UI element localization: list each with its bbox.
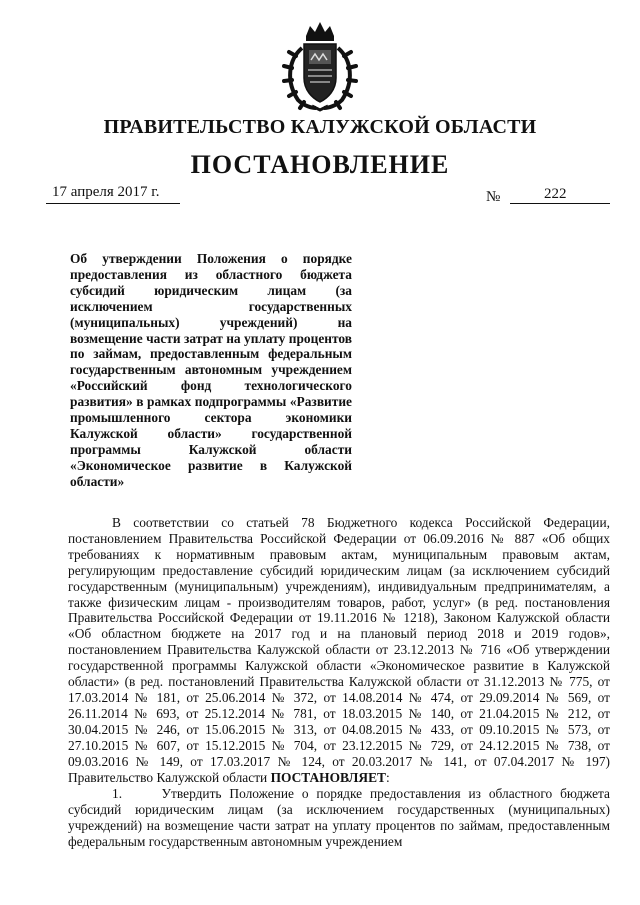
decree-colon: : xyxy=(385,769,390,785)
preamble-text: В соответствии со статьей 78 Бюджетного кодекса Российской Федерации, постановлением Правительства Российской Федерации от 06.09.2016 № 887 «Об общих требованиях к нормативным правовым актам, муниципальным правовым актам, регулирующим предоставление субсидий юридическим лицам (за исключением субсидий государственным (муниципальным) учреждениям), индивидуальным предпринимателям, а также физическим лицам - производителям товаров, работ, услуг» (в ред. постановления Правительства Российской Федерации от 19.11.2016 № 1218), Законом Калужской области «Об областном бюджете на 2017 год и на плановый период 2018 и 2019 годов», постановлением Правительства Калужской области от 23.12.2013 № 716 «Об утверждении государственной программы Калужской области «Экономическое развитие в Калужской области» (в ред. постановлений Правительства Калужской области от 31.12.2013 № 775, от 17.03.2014 № 181, от 25.06.2014 № 372, от 14.08.2014 № 474, от 29.09.2014 № 569, от 26.11.2014 № 693, от 25.12.2014 № 781, от 18.03.2015 № 140, от 21.04.2015 № 212, от 30.04.2015 № 246, от 15.06.2015 № 313, от 04.08.2015 № 433, от 09.10.2015 № 573, от 27.10.2015 № 607, от 15.12.2015 № 704, от 23.12.2015 № 729, от 24.12.2015 № 738, от 09.03.2016 № 149, от 17.03.2017 № 124, от 20.03.2017 № 141, от 07.04.2017 № 197) Правительство Калужской области xyxy=(68,515,610,785)
document-body xyxy=(68,515,610,850)
list-item xyxy=(68,786,610,850)
coat-of-arms-icon xyxy=(282,20,358,112)
organization-name: ПРАВИТЕЛЬСТВО КАЛУЖСКОЙ ОБЛАСТИ xyxy=(103,116,537,138)
document-subject: Об утверждении Положения о порядке предоставления из областного бюджета субсидий юридическим лицам (за исключением государственных (муниципальных) учреждений) на возмещение части затрат на уплату процентов по займам, предоставленным федеральным государственным автономным учреждением «Российский фонд технологического развития» в рамках подпрограммы «Развитие промышленного сектора экономики Калужской области» государственной программы Калужской области «Экономическое развитие в Калужской области» xyxy=(70,251,352,489)
document-type: ПОСТАНОВЛЕНИЕ xyxy=(190,150,450,179)
item-text: Утвердить Положение о порядке предоставления из областного бюджета субсидий юридическим лицам (за исключением государственных (муниципальных) учреждений) на возмещение части затрат на уплату процентов по займам, предоставленным федеральным государственным автономным учреждением xyxy=(68,786,610,850)
number-underline xyxy=(510,203,610,204)
document-date: 17 апреля 2017 г. xyxy=(52,184,160,200)
date-underline xyxy=(46,203,180,204)
number-sign: № xyxy=(486,189,501,205)
decree-word: ПОСТАНОВЛЯЕТ xyxy=(270,769,386,785)
document-number: 222 xyxy=(544,186,567,202)
item-number: 1. xyxy=(112,786,123,802)
preamble-paragraph xyxy=(68,515,610,785)
